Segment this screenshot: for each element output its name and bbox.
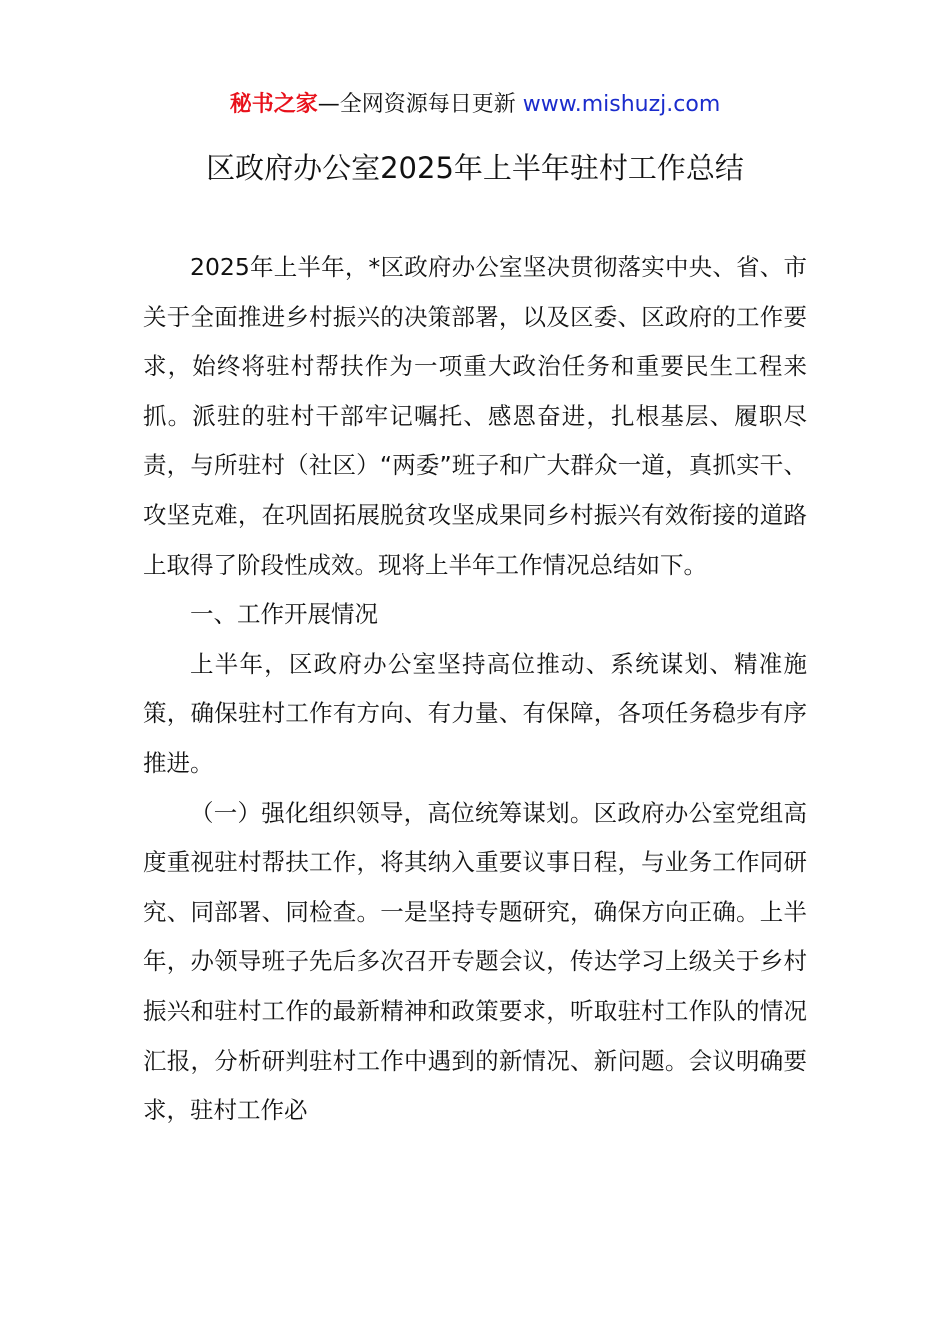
site-brand: 秘书之家 (229, 92, 318, 117)
site-url-link[interactable]: www.mishuzj.com (522, 92, 721, 117)
section-summary-paragraph: 上半年，区政府办公室坚持高位推动、系统谋划、精准施策，确保驻村工作有方向、有力量、有保障，各项任务稳步有序推进。 (143, 649, 807, 777)
document-body (143, 243, 807, 1136)
subsection-paragraph: （一）强化组织领导，高位统筹谋划。区政府办公室党组高度重视驻村帮扶工作，将其纳入重要议事日程，与业务工作同研究、同部署、同检查。一是坚持专题研究，确保方向正确。上半年，办领导班子先后多次召开专题会议，传达学习上级关于乡村振兴和驻村工作的最新精神和政策要求，听取驻村工作队的情况汇报，分析研判驻村工作中遇到的新情况、新问题。会议明确要求，驻村工作必 (143, 798, 807, 1125)
section-heading: 一、工作开展情况 (190, 600, 378, 629)
site-header (0, 88, 950, 122)
site-tagline: —全网资源每日更新 (317, 92, 523, 117)
intro-paragraph: 2025年上半年，*区政府办公室坚决贯彻落实中央、省、市关于全面推进乡村振兴的决策部署，以及区委、区政府的工作要求，始终将驻村帮扶作为一项重大政治任务和重要民生工程来抓。派驻的驻村干部牢记嘱托、感恩奋进，扎根基层、履职尽责，与所驻村（社区）“两委”班子和广大群众一道，真抓实干、攻坚克难，在巩固拓展脱贫攻坚成果同乡村振兴有效衔接的道路上取得了阶段性成效。现将上半年工作情况总结如下。 (143, 253, 807, 579)
document-title: 区政府办公室2025年上半年驻村工作总结 (206, 151, 744, 185)
